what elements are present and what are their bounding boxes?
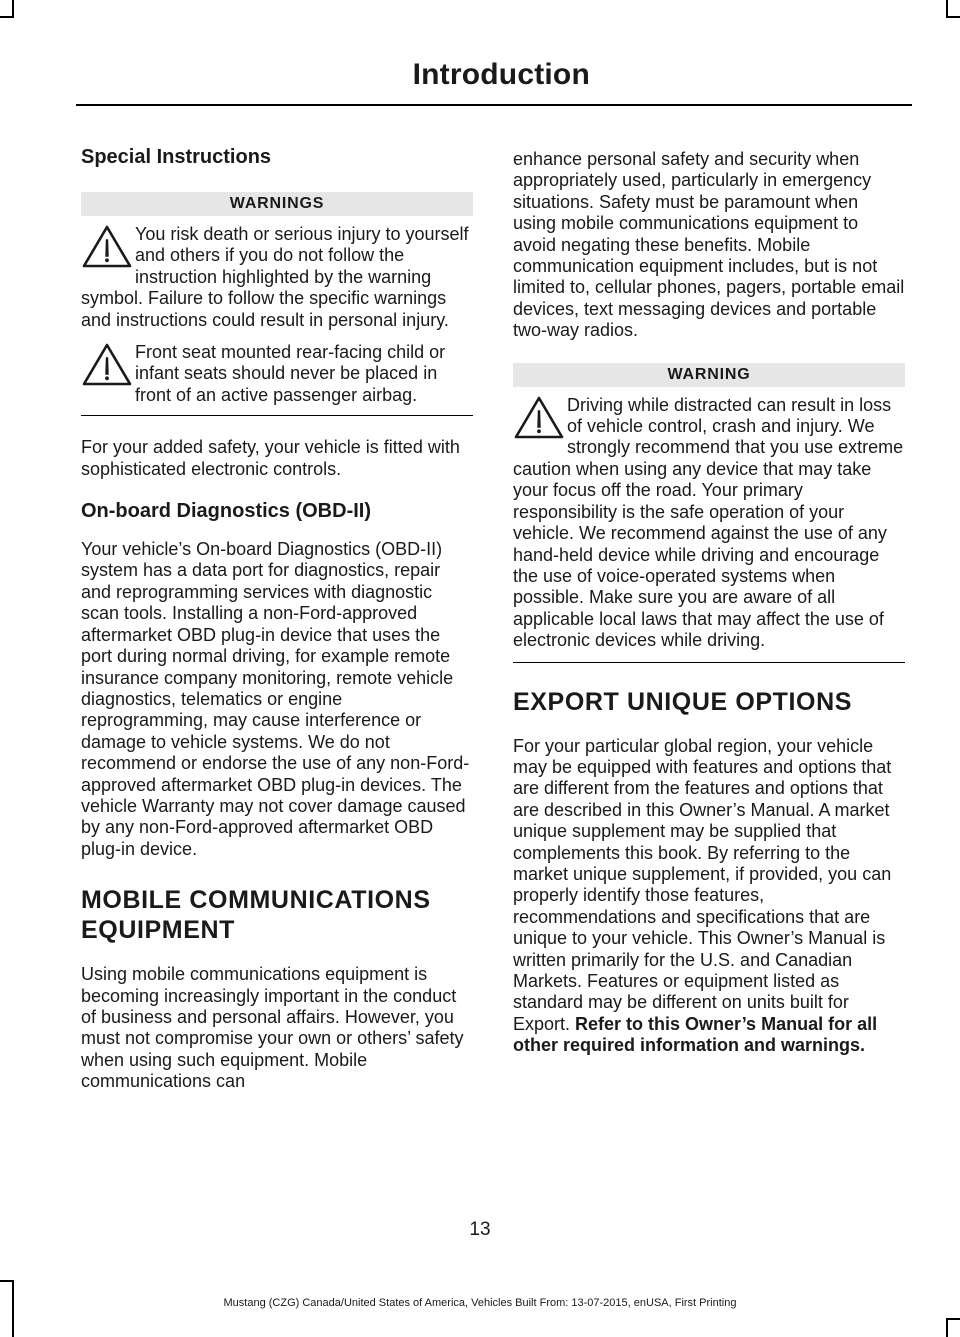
crop-mark-top-left-h [0, 16, 14, 18]
page-title: Introduction [412, 58, 590, 91]
export-heading: EXPORT UNIQUE OPTIONS [513, 687, 853, 716]
warnings-bar: WARNINGS [81, 192, 473, 216]
warning-bar: WARNING [513, 363, 905, 387]
crop-mark-bottom-right-v [946, 1318, 948, 1337]
warning-triangle-icon [81, 224, 133, 270]
warning-text-1: You risk death or serious injury to yourself and others if you do not follow the instruction highlighted by the warning symbol. Failure to follow the specific warnings and instructions could result in personal injury. [81, 224, 469, 330]
warning-text-3: Driving while distracted can result in loss of vehicle control, crash and injury. We strongly recommend that you use extreme caution when using any device that may take your focus off the road. Your primary responsibility is the safe operation of your vehicle. We recommend against the use of any hand-held device while driving and encourage the use of voice-operated systems when possible. Make sure you are aware of all applicable local laws that may affect the use of electronic devices while driving. [513, 394, 904, 651]
obd-paragraph: Your vehicle’s On-board Diagnostics (OBD-II) system has a data port for diagnostics, repair and reprogramming services with diagnostic scan tools. Installing a non-Ford-approved aftermarket OBD plug-in device that uses the port during normal driving, for example remote insurance company monitoring, remote vehicle diagnostics, telematics or engine reprogramming, may cause interference or damage to vehicle systems. We do not recommend or endorse the use of any non-Ford-approved aftermarket OBD plug-in devices. The vehicle Warranty may not cover damage caused by any non-Ford-approved aftermarket OBD plug-in device. [81, 539, 470, 859]
warning-triangle-icon [81, 342, 133, 388]
mobile-paragraph: Using mobile communications equipment is becoming increasingly important in the conduct of business and personal affairs. However, you must not compromise your own or others’ safety when using such equipment. Mobile communications can [81, 964, 464, 1092]
crop-mark-top-right-h [946, 16, 960, 18]
crop-mark-bottom-right-h [946, 1318, 960, 1320]
warning-end-rule [513, 662, 905, 663]
warning-text-2: Front seat mounted rear-facing child or infant seats should never be placed in front of an active passenger airbag. [135, 342, 446, 405]
warning-block-1 [81, 224, 473, 331]
mobile-heading-line1: MOBILE COMMUNICATIONS [81, 886, 431, 915]
export-bold-text: Refer to this Owner’s Manual for all other required information and warnings. [513, 1013, 878, 1056]
edition-footer: Mustang (CZG) Canada/United States of America, Vehicles Built From: 13-07-2015, enUSA, First Printing [223, 1297, 737, 1309]
warning-triangle-icon [513, 395, 565, 441]
special-instructions-heading: Special Instructions [81, 146, 272, 168]
warning-end-rule [81, 415, 473, 416]
header-rule [76, 104, 912, 106]
export-text: For your particular global region, your vehicle may be equipped with features and options that are different from the features and options that are described in this Owner’s Manual. A market unique supplement may be supplied that complements this book. By referring to the market unique supplement, if provided, you can properly identify those features, recommendations and specifications that are unique to your vehicle. This Owner’s Manual is written primarily for the U.S. and Canadian Markets. Features or equipment listed as standard may be different on units built for Export. [513, 735, 892, 1034]
warning-block-2 [81, 342, 473, 406]
export-paragraph [513, 736, 905, 1057]
mobile-heading-line2: EQUIPMENT [81, 916, 236, 945]
right-column [513, 144, 905, 1057]
warning-block-3 [513, 395, 905, 652]
left-column [81, 144, 473, 1093]
obd-heading: On-board Diagnostics (OBD-II) [81, 500, 371, 523]
page-number: 13 [469, 1219, 491, 1240]
safety-paragraph: For your added safety, your vehicle is fitted with sophisticated electronic controls. [81, 437, 460, 479]
crop-mark-bottom-left-h [0, 1280, 14, 1282]
mobile-paragraph-cont: enhance personal safety and security when appropriately used, particularly in emergency situations. Safety must be paramount when using mobile communications equipment to avoid negating these benefits. Mobile communication equipment includes, but is not limited to, cellular phones, pagers, portable email devices, text messaging devices and portable two-way radios. [513, 149, 905, 341]
